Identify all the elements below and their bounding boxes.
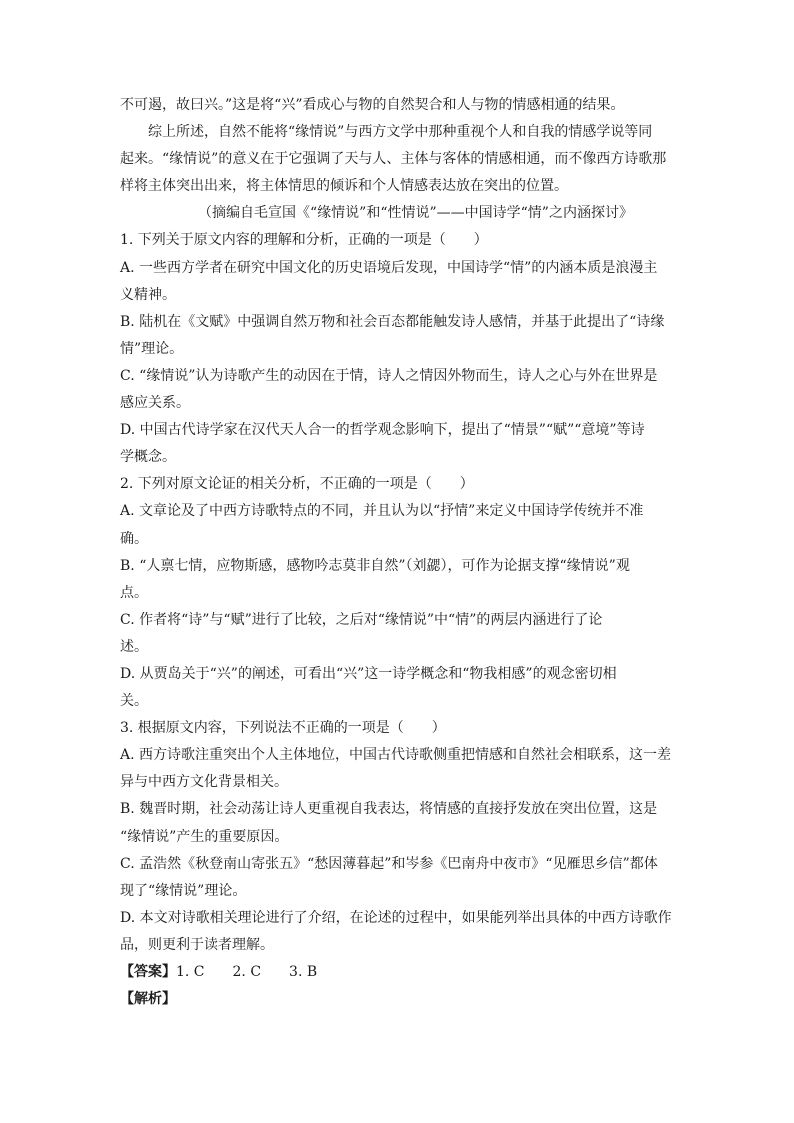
passage-line: 不可遏，故曰兴。”这是将“兴”看成心与物的自然契合和人与物的情感相通的结果。 <box>120 97 625 113</box>
option-b-line2: “缘情说”产生的重要原因。 <box>120 828 289 845</box>
option-d-line1: D. 中国古代诗学家在汉代天人合一的哲学观念影响下，提出了“情景”“赋”“意境”等诗 <box>120 422 645 439</box>
option-b-line1: B. 魏晋时期，社会动荡让诗人更重视自我表达，将情感的直接抒发放在突出位置，这是 <box>120 801 658 818</box>
answer-label: 【答案】 <box>120 964 176 980</box>
option-c-line1: C. “缘情说”认为诗歌产生的动因在于情，诗人之情因外物而生，诗人之心与外在世界是 <box>120 367 658 384</box>
option-d-line2: 关。 <box>120 693 148 710</box>
option-b-line1: B. 陆机在《文赋》中强调自然万物和社会百态都能触发诗人感情，并基于此提出了“诗缘 <box>120 313 665 330</box>
option-b-line2: 情”理论。 <box>120 340 184 357</box>
option-c-line2: 述。 <box>120 638 148 655</box>
analysis-line <box>120 986 680 1013</box>
option-a-line2: 异与中西方文化背景相关。 <box>120 774 288 791</box>
option-a-line1: A. 文章论及了中西方诗歌特点的不同，并且认为以“抒情”来定义中国诗学传统并不准 <box>120 503 644 520</box>
source-citation: （摘编自毛宣国《“缘情说”和“性情说”——中国诗学“情”之内涵探讨》 <box>198 205 633 222</box>
option-a-line1: A. 西方诗歌注重突出个人主体地位，中国古代诗歌侧重把情感和自然社会相联系，这一差 <box>120 747 672 764</box>
answer-line <box>120 959 680 986</box>
option-a-line1: A. 一些西方学者在研究中国文化的历史语境后发现，中国诗学“情”的内涵本质是浪漫主 <box>120 259 658 276</box>
option-c-line1: C. 孟浩然《秋登南山寄张五》“愁因薄暮起”和岑参《巴南舟中夜市》“见雁思乡信”都体 <box>120 855 658 872</box>
option-c-line1: C. 作者将“诗”与“赋”进行了比较，之后对“缘情说”中“情”的两层内涵进行了论 <box>120 611 603 628</box>
document-page <box>120 92 680 1013</box>
option-a-line2: 义精神。 <box>120 286 176 303</box>
option-d-line2: 品，则更利于读者理解。 <box>120 936 274 953</box>
passage-line: 样将主体突出出来，将主体情思的倾诉和个人情感表达放在突出的位置。 <box>120 178 568 195</box>
option-a-line2: 确。 <box>120 530 148 547</box>
question-stem: 1. 下列关于原文内容的理解和分析，正确的一项是（ ） <box>120 232 488 249</box>
option-d-line1: D. 本文对诗歌相关理论进行了介绍，在论述的过程中，如果能列举出具体的中西方诗歌作 <box>120 909 672 926</box>
option-c-line2: 感应关系。 <box>120 395 190 412</box>
option-d-line2: 学概念。 <box>120 449 176 466</box>
option-b-line1: B. “人禀七情，应物斯感，感物吟志莫非自然”（刘勰），可作为论据支撑“缘情说”观 <box>120 557 630 574</box>
passage-line: 起来。“缘情说”的意义在于它强调了天与人、主体与客体的情感相通，而不像西方诗歌那 <box>120 151 667 168</box>
option-c-line2: 现了“缘情说”理论。 <box>120 882 247 899</box>
passage-line: 综上所述，自然不能将“缘情说”与西方文学中那种重视个人和自我的情感学说等同 <box>148 124 653 141</box>
option-b-line2: 点。 <box>120 584 148 601</box>
option-d-line1: D. 从贾岛关于“兴”的阐述，可看出“兴”这一诗学概念和“物我相感”的观念密切相 <box>120 665 617 682</box>
question-stem: 2. 下列对原文论证的相关分析，不正确的一项是（ ） <box>120 476 474 493</box>
answer-values: 1. C 2. C 3. B <box>176 964 318 980</box>
question-stem: 3. 根据原文内容，下列说法不正确的一项是（ ） <box>120 720 446 737</box>
analysis-label: 【解析】 <box>120 991 176 1008</box>
